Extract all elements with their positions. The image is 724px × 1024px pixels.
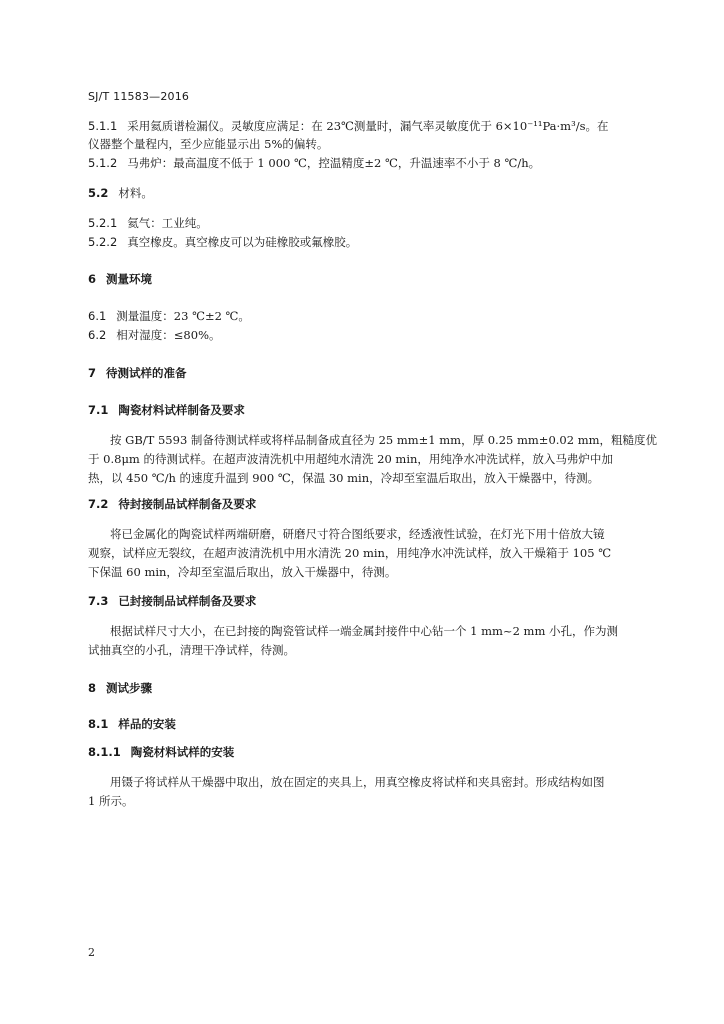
clause-8-1-1-para-line-1: 用镊子将试样从干燥器中取出，放在固定的夹具上，用真空橡皮将试样和夹具密封。形成结构如图 [110,775,605,789]
section-8-1-heading: 8.1 样品的安装 [88,717,176,731]
standard-code-header: SJ/T 11583—2016 [88,90,190,103]
clause-7-1-para-line-3: 热，以 450 ℃/h 的速度升温到 900 ℃，保温 30 min，冷却至室温后取出，放入干燥器中，待测。 [88,471,600,485]
clause-6-2: 6.2 相对湿度：≤80%。 [88,328,221,342]
page-number: 2 [88,946,95,959]
section-8-1-1-heading: 8.1.1 陶瓷材料试样的安装 [88,745,235,759]
clause-8-1-1-para-line-2: 1 所示。 [88,794,134,808]
clause-5-1-2: 5.1.2 马弗炉：最高温度不低于 1 000 ℃，控温精度±2 ℃，升温速率不小于 8 ℃/h。 [88,156,541,170]
clause-7-1-para-line-1: 按 GB/T 5593 制备待测试样或将样品制备成直径为 25 mm±1 mm，厚 0.25 mm±0.02 mm，粗糙度优 [110,433,658,447]
clause-5-2-1: 5.2.1 氦气：工业纯。 [88,216,208,230]
section-7-1-heading: 7.1 陶瓷材料试样制备及要求 [88,403,245,417]
clause-5-2-2: 5.2.2 真空橡皮。真空橡皮可以为硅橡胶或氟橡胶。 [88,235,358,249]
section-7-2-heading: 7.2 待封接制品试样制备及要求 [88,497,257,511]
clause-7-2-para-line-3: 下保温 60 min，冷却至室温后取出，放入干燥器中，待测。 [88,565,397,579]
clause-5-1-1-line-1: 5.1.1 采用氦质谱检漏仪。灵敏度应满足：在 23℃测量时，漏气率灵敏度优于 6×10⁻¹¹Pa·m³/s。在 [88,119,609,133]
clause-7-2-para-line-1: 将已金属化的陶瓷试样两端研磨，研磨尺寸符合图纸要求，经透液性试验，在灯光下用十倍放大镜 [110,527,605,541]
section-8-heading: 8 测试步骤 [88,681,153,695]
clause-7-1-para-line-2: 于 0.8μm 的待测试样。在超声波清洗机中用超纯水清洗 20 min，用纯净水冲洗试样，放入马弗炉中加 [88,452,613,466]
clause-6-1: 6.1 测量温度：23 ℃±2 ℃。 [88,309,250,323]
section-7-heading: 7 待测试样的准备 [88,366,187,380]
clause-5-1-1-line-2: 仪器整个量程内，至少应能显示出 5%的偏转。 [88,137,329,151]
section-7-3-heading: 7.3 已封接制品试样制备及要求 [88,594,257,608]
clause-7-3-para-line-2: 试抽真空的小孔，清理干净试样，待测。 [88,643,295,657]
clause-7-2-para-line-2: 观察，试样应无裂纹，在超声波清洗机中用水清洗 20 min，用纯净水冲洗试样，放入干燥箱于 105 ℃ [88,546,612,560]
section-5-2-heading: 5.2 材料。 [88,186,153,200]
clause-7-3-para-line-1: 根据试样尺寸大小，在已封接的陶瓷管试样一端金属封接件中心钻一个 1 mm~2 mm 小孔，作为测 [110,624,619,638]
section-6-heading: 6 测量环境 [88,272,153,286]
